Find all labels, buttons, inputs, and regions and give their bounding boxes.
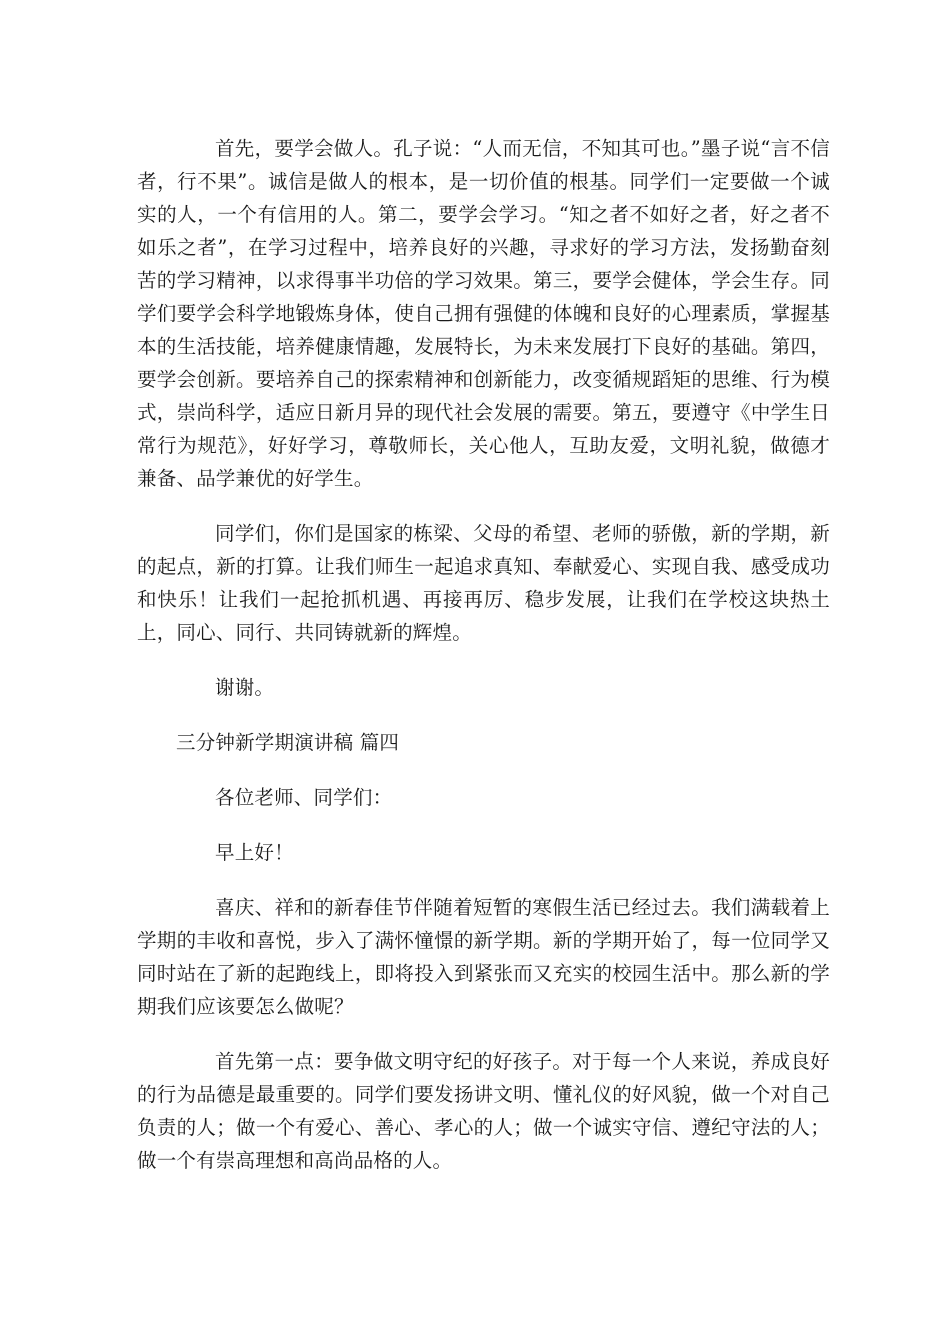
paragraph-greeting-audience: 各位老师、同学们： [215,786,393,809]
paragraph-new-semester: 喜庆、祥和的新春佳节伴随着短暂的寒假生活已经过去。我们满载着上学期的丰收和喜悦，步入了满怀憧憬的新学期。新的学期开始了，每一位同学又同时站在了新的起跑线上，即将投入到紧张而又充实的校园生活中。那么新的学期我们应该要怎么做呢？ [137,896,830,1018]
document-page [137,132,830,1177]
paragraph-students-future: 同学们，你们是国家的栋梁、父母的希望、老师的骄傲，新的学期，新的起点，新的打算。让我们师生一起追求真知、奉献爱心、实现自我、感受成功和快乐！让我们一起抢抓机遇、再接再厉、稳步发展，让我们在学校这块热土上，同心、同行、共同铸就新的辉煌。 [137,522,830,644]
paragraph-good-morning: 早上好！ [215,841,294,864]
paragraph-learn-to-be-human: 首先，要学会做人。孔子说：“人而无信，不知其可也。”墨子说“言不信者，行不果”。诚信是做人的根本，是一切价值的根基。同学们一定要做一个诚实的人，一个有信用的人。第二，要学会学习。“知之者不如好之者，好之者不如乐之者”，在学习过程中，培养良好的兴趣，寻求好的学习方法，发扬勤奋刻苦的学习精神，以求得事半功倍的学习效果。第三，要学会健体，学会生存。同学们要学会科学地锻炼身体，使自己拥有强健的体魄和良好的心理素质，掌握基本的生活技能，培养健康情趣，发展特长，为未来发展打下良好的基础。第四，要学会创新。要培养自己的探索精神和创新能力，改变循规蹈矩的思维、行为模式，崇尚科学，适应日新月异的现代社会发展的需要。第五，要遵守《中学生日常行为规范》，好好学习，尊敬师长，关心他人，互助友爱，文明礼貌，做德才兼备、品学兼优的好学生。 [137,137,830,490]
section-heading: 三分钟新学期演讲稿 篇四 [176,731,400,754]
paragraph-first-point: 首先第一点：要争做文明守纪的好孩子。对于每一个人来说，养成良好的行为品德是最重要的。同学们要发扬讲文明、懂礼仪的好风貌，做一个对自己负责的人；做一个有爱心、善心、孝心的人；做一个诚实守信、遵纪守法的人；做一个有崇高理想和高尚品格的人。 [137,1050,830,1172]
paragraph-thanks: 谢谢。 [215,676,275,699]
